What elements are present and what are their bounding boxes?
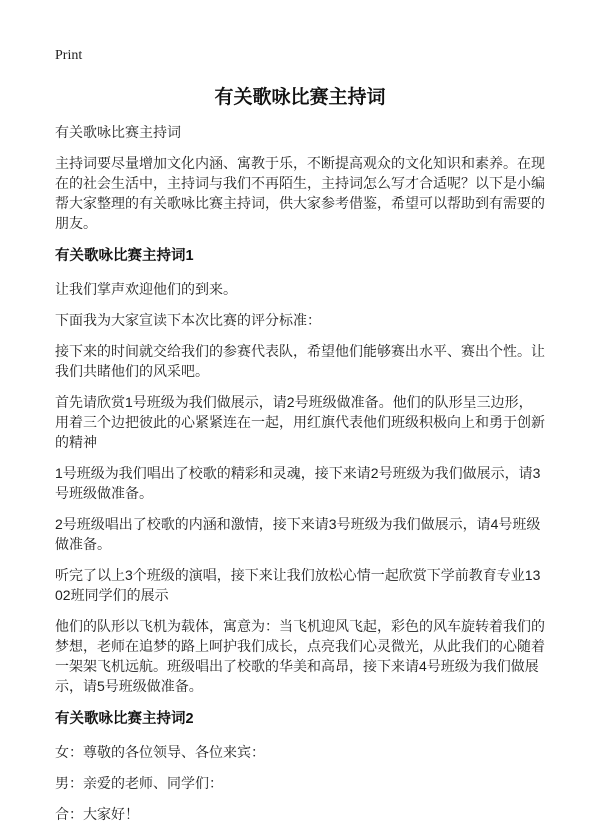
- section-heading-2: 有关歌咏比赛主持词2: [55, 711, 194, 727]
- paragraph: 听完了以上3个班级的演唱，接下来让我们放松心情一起欣赏下学前教育专业1302班同学们的展示: [55, 567, 541, 603]
- dialogue-line-female: 女：尊敬的各位领导、各位来宾：: [55, 744, 265, 760]
- paragraph: 首先请欣赏1号班级为我们做展示，请2号班级做准备。他们的队形呈三边形，用着三个边把彼此的心紧紧连在一起，用红旗代表他们班级积极向上和勇于创新的精神: [55, 394, 545, 450]
- page-title: 有关歌咏比赛主持词: [214, 87, 386, 108]
- dialogue-line-together: 合：大家好！: [55, 806, 139, 822]
- paragraph: 下面我为大家宣读下本次比赛的评分标准：: [55, 312, 321, 328]
- article-subtitle: 有关歌咏比赛主持词: [55, 124, 181, 140]
- paragraph: 2号班级唱出了校歌的内涵和激情，接下来请3号班级为我们做展示，请4号班级做准备。: [55, 516, 541, 552]
- dialogue-line-male: 男：亲爱的老师、同学们：: [55, 775, 223, 791]
- paragraph: 接下来的时间就交给我们的参赛代表队，希望他们能够赛出水平、赛出个性。让我们共睹他们的风采吧。: [55, 343, 545, 379]
- print-button[interactable]: Print: [55, 48, 83, 63]
- section-heading-1: 有关歌咏比赛主持词1: [55, 248, 194, 264]
- intro-paragraph: 主持词要尽量增加文化内涵、寓教于乐，不断提高观众的文化知识和素养。在现在的社会生活中，主持词与我们不再陌生，主持词怎么写才合适呢？以下是小编帮大家整理的有关歌咏比赛主持词，供大家参考借鉴，希望可以帮助到有需要的朋友。: [55, 155, 545, 231]
- paragraph: 他们的队形以飞机为载体，寓意为：当飞机迎风飞起，彩色的风车旋转着我们的梦想，老师在追梦的路上呵护我们成长，点亮我们心灵微光，从此我们的心随着一架架飞机远航。班级唱出了校歌的华美和高昂，接下来请4号班级为我们做展示，请5号班级做准备。: [55, 618, 545, 694]
- paragraph: 让我们掌声欢迎他们的到来。: [55, 281, 237, 297]
- paragraph: 1号班级为我们唱出了校歌的精彩和灵魂，接下来请2号班级为我们做展示，请3号班级做准备。: [55, 465, 541, 501]
